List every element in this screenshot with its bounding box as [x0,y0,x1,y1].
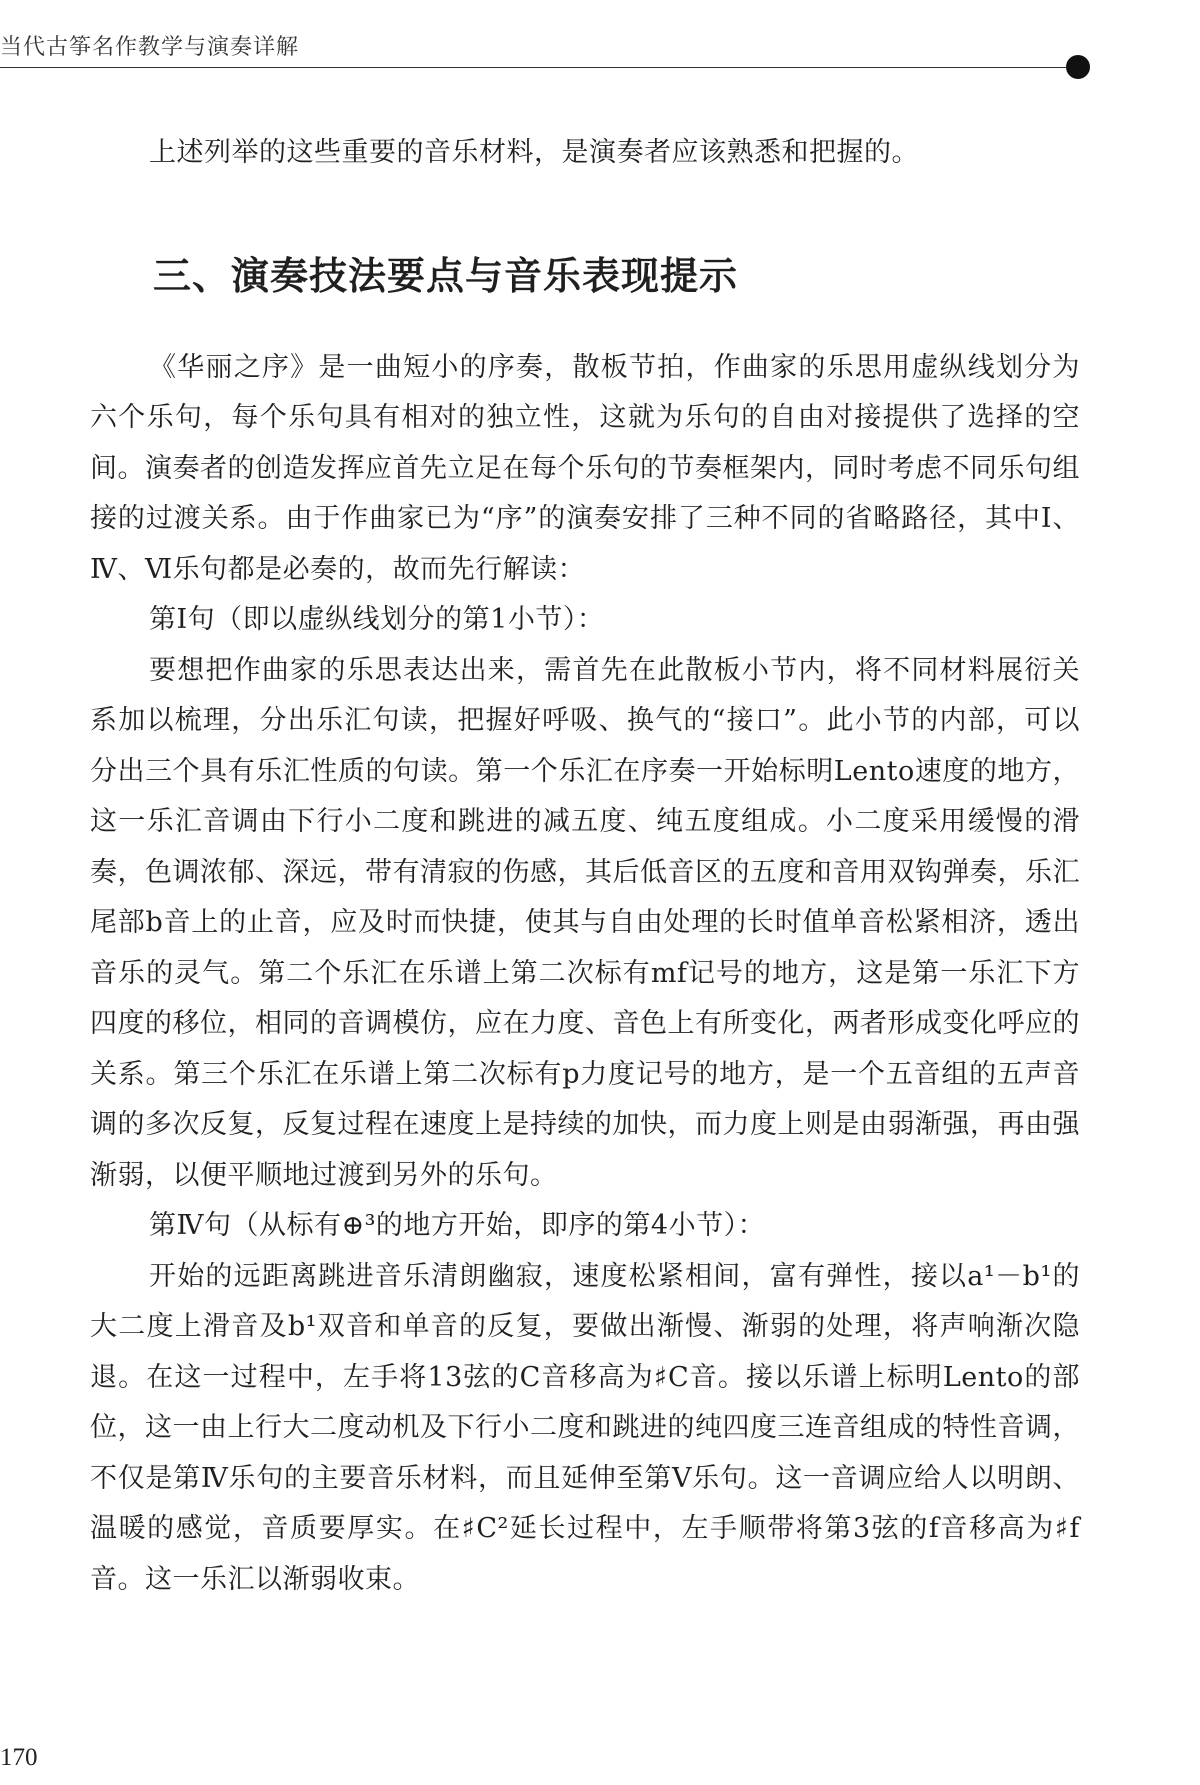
page-number: 170 [0,1744,38,1771]
section-heading: 三、演奏技法要点与音乐表现提示 [153,252,739,298]
page-body [90,128,1080,1605]
running-header-title: 当代古筝名作教学与演奏详解 [0,35,300,60]
intro-paragraph: 上述列举的这些重要的音乐材料，是演奏者应该熟悉和把握的。 [149,137,919,168]
body-paragraph-phrase-1: 要想把作曲家的乐思表达出来，需首先在此散板小节内，将不同材料展衍关系加以梳理，分出乐汇句读，把握好呼吸、换气的“接口”。此小节的内部，可以分出三个具有乐汇性质的句读。第一个乐汇在序奏一开始标明Lento速度的地方，这一乐汇音调由下行小二度和跳进的减五度、纯五度组成。小二度采用缓慢的滑奏，色调浓郁、深远，带有清寂的伤感，其后低音区的五度和音用双钩弹奏，乐汇尾部b音上的止音，应及时而快捷，使其与自由处理的长时值单音松紧相济，透出音乐的灵气。第二个乐汇在乐谱上第二次标有mf记号的地方，这是第一乐汇下方四度的移位，相同的音调模仿，应在力度、音色上有所变化，两者形成变化呼应的关系。第三个乐汇在乐谱上第二次标有p力度记号的地方，是一个五音组的五声音调的多次反复，反复过程在速度上是持续的加快，而力度上则是由弱渐强，再由强渐弱，以便平顺地过渡到另外的乐句。 [90,654,1080,1191]
body-paragraph-overview: 《华丽之序》是一曲短小的序奏，散板节拍，作曲家的乐思用虚纵线划分为六个乐句，每个乐句具有相对的独立性，这就为乐句的自由对接提供了选择的空间。演奏者的创造发挥应首先立足在每个乐句的节奏框架内，同时考虑不同乐句组接的过渡关系。由于作曲家已为“序”的演奏安排了三种不同的省略路径，其中Ⅰ、Ⅳ、Ⅵ乐句都是必奏的，故而先行解读： [90,351,1080,585]
subheading-phrase-4: 第Ⅳ句（从标有⊕³的地方开始，即序的第4小节）： [149,1210,766,1241]
header-divider [0,67,1075,68]
header-bullet-dot [1066,55,1090,79]
body-paragraph-phrase-4: 开始的远距离跳进音乐清朗幽寂，速度松紧相间，富有弹性，接以a¹－b¹的大二度上滑音及b¹双音和单音的反复，要做出渐慢、渐弱的处理，将声响渐次隐退。在这一过程中，左手将13弦的C音移高为♯C音。接以乐谱上标明Lento的部位，这一由上行大二度动机及下行小二度和跳进的纯四度三连音组成的特性音调，不仅是第Ⅳ乐句的主要音乐材料，而且延伸至第Ⅴ乐句。这一音调应给人以明朗、温暖的感觉，音质要厚实。在♯C²延长过程中，左手顺带将第3弦的f音移高为♯f音。这一乐汇以渐弱收束。 [90,1260,1080,1595]
subheading-phrase-1: 第Ⅰ句（即以虚纵线划分的第1小节）： [149,604,605,635]
